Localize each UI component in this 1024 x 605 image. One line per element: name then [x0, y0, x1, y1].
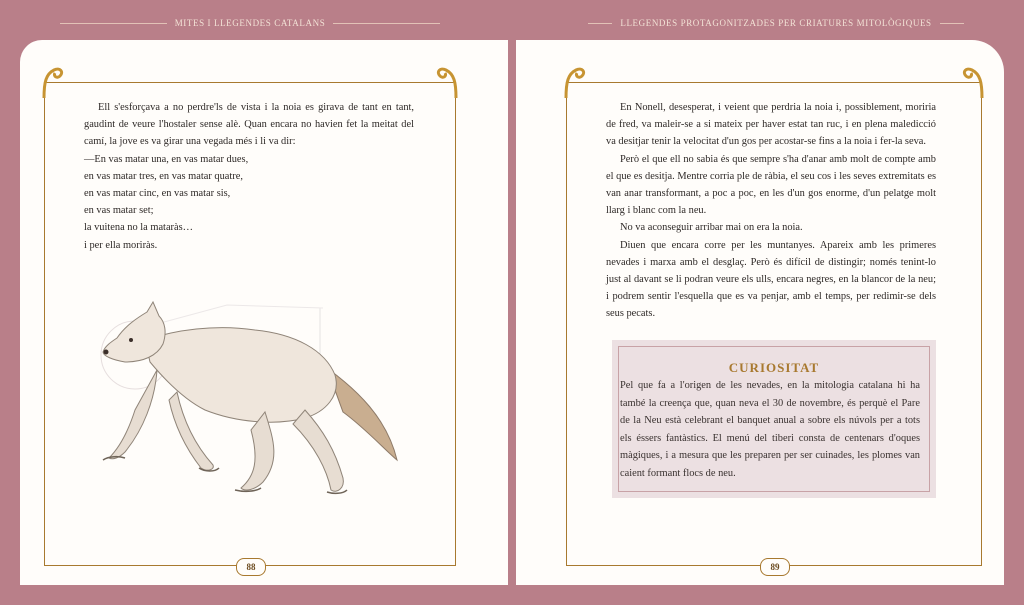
right-paragraph: Diuen que encara corre per les muntanyes. Apareix amb les primeres nevades i marxa amb el desglaç. Però és difícil de distingir; només tenint-lo just al davant se li podran veure els ulls, encara negres, en la blancor de la neu; i podrem sentir l'esquella que es va penjar, amb el temps, per redimir-se dels seus pecats. — [606, 239, 936, 320]
poem-line: la vuitena no la mataràs… — [84, 222, 194, 234]
curiosity-text: Pel que fa a l'origen de les nevades, en la mitologia catalana hi ha també la creença que, quan neva el 30 de novembre, és perquè el Pare de la Neu està celebrant el banquet anual a sobre els núvols per a tots els éssers fantàstics. El menú del tiberi consta de centenars d'oques màgiques, i a mesura que les preparen per ser cuinades, les plomes van caient formant flocs de neu. — [620, 380, 920, 479]
header-left-title: MITES I LLEGENDES CATALANS — [174, 18, 326, 28]
header-rule — [588, 23, 612, 24]
header-rule — [940, 23, 964, 24]
poem-line: en vas matar tres, en vas matar quatre, — [84, 170, 243, 182]
curiosity-title: CURIOSITAT — [728, 360, 820, 375]
right-paragraph: Però el que ell no sabia és que sempre s'ha d'anar amb molt de compte amb el que es desitja. Mentre corria ple de ràbia, el seu cos i les seves extremitats es van anar transformant, a poc a poc, en les d'un gos enorme, d'un pelatge molt llarg i blanc com la neu. — [606, 153, 936, 217]
ornament-icon — [960, 64, 990, 98]
header-right-title: LLEGENDES PROTAGONITZADES PER CRIATURES MITOLÒGIQUES — [620, 18, 932, 28]
ornament-icon — [36, 64, 66, 98]
right-paragraph: En Nonell, desesperat, i veient que perdria la noia i, possiblement, moriria de fred, va maleir-se a si mateix per haver estat tan ruc, i en plena maledicció va desitjar tenir la velocitat d'un gos per acostar-se fins a la noia i fer-la seva. — [606, 102, 936, 148]
header-rule — [60, 23, 167, 24]
poem-line: en vas matar set; — [84, 205, 154, 217]
header-rule — [333, 23, 440, 24]
header-left — [60, 12, 440, 34]
right-paragraph: No va aconseguir arribar mai on era la noia. — [620, 222, 803, 234]
header-right — [588, 12, 964, 34]
page-number-right: 89 — [760, 558, 790, 576]
ornament-icon — [434, 64, 464, 98]
wolf-illustration — [95, 300, 405, 500]
poem-line: en vas matar cinc, en vas matar sis, — [84, 188, 231, 200]
poem — [84, 151, 414, 254]
left-text — [84, 99, 414, 254]
ornament-icon — [558, 64, 588, 98]
right-text — [606, 99, 936, 323]
page-number-left: 88 — [236, 558, 266, 576]
poem-line: i per ella moriràs. — [84, 239, 158, 251]
poem-line: —En vas matar una, en vas matar dues, — [84, 153, 249, 165]
curiosity-box — [612, 340, 936, 498]
left-paragraph: Ell s'esforçava a no perdre'ls de vista i la noia es girava de tant en tant, gaudint de veure l'hostaler sense alè. Quan encara no havien fet la meitat del camí, la jove es va girar una vegada més i li va dir: — [84, 102, 414, 148]
